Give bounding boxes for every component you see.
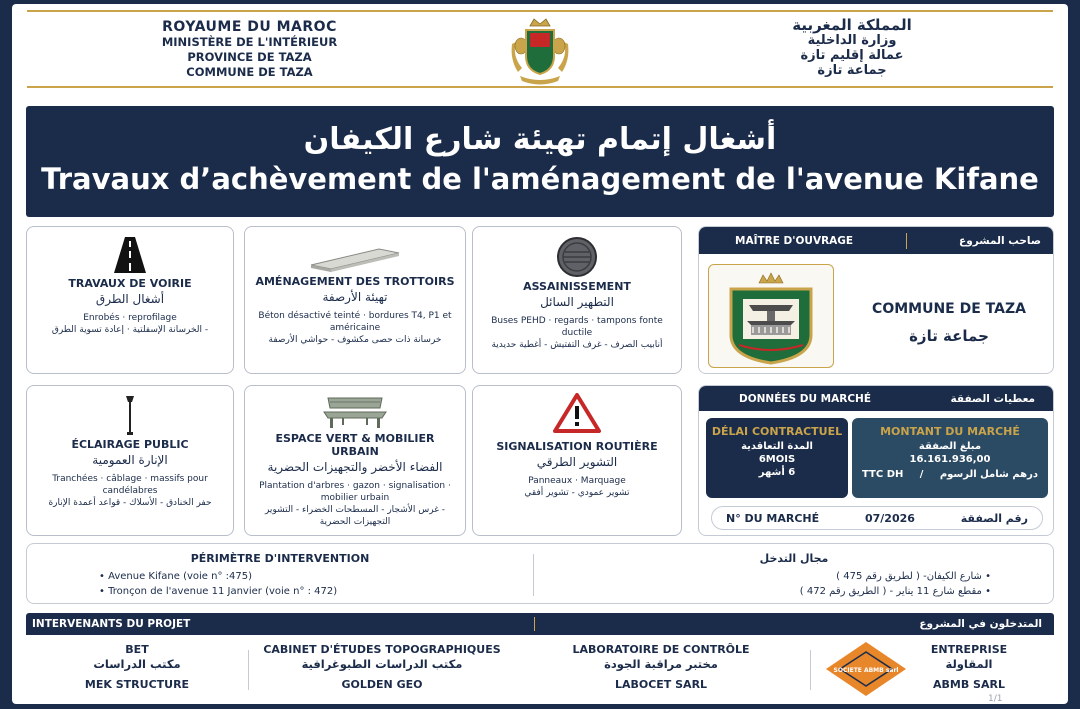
card-desc-ar: أنابيب الصرف - غرف التفتيش - أغطية حديدية bbox=[491, 340, 663, 350]
card-desc: Plantation d'arbres · gazon · signalisation · mobilier urbain bbox=[259, 481, 451, 503]
commune-name-ar: جماعة تازة bbox=[909, 327, 989, 345]
header-ar-line: عمالة إقليم تازة bbox=[800, 48, 904, 63]
header-bottom-rule bbox=[27, 86, 1053, 88]
card-desc: Tranchées · câblage · massifs pour candélabres bbox=[52, 474, 208, 496]
card-desc-ar: خرسانة ذات حصى مكشوف - حواشي الأرصفة bbox=[268, 335, 442, 345]
maitre-ouvrage-label: MAÎTRE D'OUVRAGE bbox=[735, 234, 854, 247]
perimetre-list-ar bbox=[800, 569, 991, 599]
intervenants-header bbox=[26, 613, 1054, 635]
montant-box bbox=[852, 418, 1048, 498]
card-eclairage bbox=[26, 385, 234, 536]
card-voirie bbox=[26, 226, 234, 374]
maitre-ouvrage-panel bbox=[698, 226, 1054, 374]
header-top-rule bbox=[27, 10, 1053, 12]
card-title-ar: الفضاء الأخضر والتجهيزات الحضرية bbox=[267, 460, 443, 474]
card-assainissement bbox=[472, 226, 682, 374]
donnees-marche-header bbox=[699, 386, 1053, 411]
montant-title-ar: مبلغ الصفقة bbox=[918, 441, 982, 452]
commune-logo-frame bbox=[708, 264, 834, 368]
card-desc: Buses PEHD · regards · tampons fonte ductile bbox=[491, 316, 663, 338]
card-title: ÉCLAIRAGE PUBLIC bbox=[71, 438, 189, 451]
intervenant-name: LABOCET SARL bbox=[614, 678, 708, 691]
intervenant-title-ar: المقاولة bbox=[945, 657, 993, 671]
intervenant-title-ar: مكتب الدراسات الطبوغرافية bbox=[301, 657, 463, 671]
abmb-logo-icon bbox=[824, 640, 908, 698]
card-title-ar: تهيئة الأرصفة bbox=[322, 290, 388, 304]
header-ar-line: جماعة تازة bbox=[817, 63, 887, 78]
perimetre-title: PÉRIMÈTRE D'INTERVENTION bbox=[190, 552, 370, 565]
intervenant-name: ABMB SARL bbox=[933, 678, 1005, 691]
intervenant-title: CABINET D'ÉTUDES TOPOGRAPHIQUES bbox=[263, 643, 501, 656]
card-trottoirs bbox=[244, 226, 466, 374]
manhole-icon bbox=[556, 236, 598, 278]
delai-box bbox=[706, 418, 848, 498]
montant-value: 16.161.936,00 bbox=[909, 454, 991, 465]
commune-taza-logo-icon bbox=[709, 265, 833, 367]
commune-name bbox=[849, 301, 1049, 345]
header-fr-line: PROVINCE DE TAZA bbox=[187, 50, 312, 64]
card-title: AMÉNAGEMENT DES TROTTOIRS bbox=[255, 275, 455, 288]
montant-title: MONTANT DU MARCHÉ bbox=[880, 425, 1020, 438]
title-french: Travaux d’achèvement de l'aménagement de l'avenue Kifane bbox=[41, 162, 1039, 196]
intervenant-title-ar: مختبر مراقبة الجودة bbox=[604, 657, 718, 671]
card-title-ar: الإنارة العمومية bbox=[92, 453, 168, 467]
page-indicator: 1/1 bbox=[988, 694, 1003, 704]
card-title-ar: التطهير السائل bbox=[540, 295, 614, 309]
numero-value: 07/2026 bbox=[864, 511, 915, 525]
header-fr-line: COMMUNE DE TAZA bbox=[186, 65, 313, 79]
montant-unit-ar: درهم شامل الرسوم bbox=[939, 469, 1038, 480]
numero-marche-pill bbox=[711, 506, 1043, 530]
delai-title-ar: المدة التعاقدية bbox=[741, 441, 813, 452]
intervenant-title: LABORATOIRE DE CONTRÔLE bbox=[572, 643, 750, 656]
intervenant-title: ENTREPRISE bbox=[930, 643, 1008, 656]
column-divider bbox=[248, 650, 249, 690]
card-espace-vert bbox=[244, 385, 466, 536]
intervenant-bet bbox=[26, 642, 248, 692]
perimetre-item: • Tronçon de l'avenue 11 Janvier (voie n° : 472) bbox=[99, 586, 338, 597]
card-signalisation bbox=[472, 385, 682, 536]
intervenant-name: GOLDEN GEO bbox=[341, 678, 423, 691]
donnees-marche-label-ar: معطيات الصفقة bbox=[950, 392, 1035, 405]
delai-value: 6MOIS bbox=[758, 454, 796, 465]
delai-title: DÉLAI CONTRACTUEL bbox=[711, 425, 843, 438]
delai-value-ar: 6 أشهر bbox=[758, 467, 796, 478]
card-title: SIGNALISATION ROUTIÈRE bbox=[496, 440, 658, 453]
card-desc-ar: - غرس الأشجار - المسطحات الخضراء - التشوير التجهيزات الحضرية bbox=[264, 505, 446, 527]
perimetre-list-fr bbox=[99, 569, 337, 599]
donnees-marche-panel bbox=[698, 385, 1054, 536]
intervenant-title: BET bbox=[125, 643, 149, 656]
card-desc-ar: حفر الخنادق - الأسلاك - قواعد أعمدة الإنارة bbox=[48, 498, 212, 508]
card-desc-ar: - الخرسانة الإسفلتية · إعادة تسوية الطرق bbox=[51, 325, 209, 335]
numero-label: N° DU MARCHÉ bbox=[726, 511, 820, 525]
montant-unit-row bbox=[852, 468, 1048, 481]
intervenants-label: INTERVENANTS DU PROJET bbox=[32, 618, 191, 630]
numero-label-ar: رقم الصفقة bbox=[960, 511, 1028, 525]
card-desc: Béton désactivé teinté · bordures T4, P1 et américaine bbox=[258, 311, 452, 333]
card-desc-ar: تشوير عمودي - تشوير أفقي bbox=[524, 488, 630, 498]
perimetre-item-ar: • شارع الكيفان- ( لطريق رقم 475 ) bbox=[836, 571, 991, 582]
streetlight-icon bbox=[120, 392, 140, 436]
moroccan-coat-of-arms-icon bbox=[508, 16, 572, 86]
intervenant-labo bbox=[548, 642, 774, 692]
perimetre-title-ar: مجال التدخل bbox=[759, 552, 829, 565]
title-banner bbox=[26, 106, 1054, 217]
perimetre-panel bbox=[26, 543, 1054, 604]
card-desc: Panneaux · Marquage bbox=[528, 476, 626, 486]
donnees-marche-label: DONNÉES DU MARCHÉ bbox=[739, 392, 872, 405]
card-desc: Enrobés · reprofilage bbox=[83, 313, 177, 323]
maitre-ouvrage-header bbox=[699, 227, 1053, 254]
montant-unit-slash: / bbox=[919, 469, 924, 480]
card-title: ESPACE VERT & MOBILIER URBAIN bbox=[275, 432, 435, 458]
signboard bbox=[12, 4, 1068, 704]
header-ar-line: وزارة الداخلية bbox=[807, 33, 897, 48]
perimetre-item: • Avenue Kifane (voie n° :475) bbox=[99, 571, 252, 582]
warning-sign-icon bbox=[553, 392, 601, 434]
column-divider bbox=[810, 650, 811, 690]
road-icon bbox=[110, 235, 150, 275]
header-fr-line: ROYAUME DU MAROC bbox=[162, 19, 337, 35]
bench-icon bbox=[320, 394, 390, 430]
curb-icon bbox=[309, 243, 401, 273]
intervenant-entreprise bbox=[900, 642, 1038, 692]
perimetre-item-ar: • مقطع شارع 11 يناير - ( الطريق رقم 472 ) bbox=[799, 586, 991, 597]
intervenant-name: MEK STRUCTURE bbox=[84, 678, 190, 691]
card-title-ar: أشغال الطرق bbox=[95, 292, 165, 306]
intervenants-label-ar: المتدخلون في المشروع bbox=[919, 618, 1042, 630]
intervenant-title-ar: مكتب الدراسات bbox=[93, 657, 181, 671]
maitre-ouvrage-label-ar: صاحب المشروع bbox=[959, 234, 1041, 247]
abmb-logo-text: SOCIETE ABMB sarl bbox=[833, 667, 899, 674]
card-title: ASSAINISSEMENT bbox=[523, 280, 631, 293]
card-title-ar: التشوير الطرقي bbox=[536, 455, 618, 469]
header-arabic-block bbox=[752, 18, 952, 78]
header-ar-line: المملكة المغربية bbox=[792, 16, 912, 34]
header-french-block bbox=[132, 20, 367, 80]
intervenant-topo bbox=[256, 642, 508, 692]
header-separator bbox=[534, 617, 535, 631]
title-arabic: أشغال إتمام تهيئة شارع الكيفان bbox=[303, 122, 777, 157]
card-title: TRAVAUX DE VOIRIE bbox=[68, 277, 192, 290]
header-separator bbox=[906, 233, 907, 249]
montant-unit-fr: TTC DH bbox=[862, 469, 904, 480]
header-fr-line: MINISTÈRE DE L'INTÉRIEUR bbox=[161, 35, 338, 49]
commune-name-fr: COMMUNE DE TAZA bbox=[872, 301, 1026, 317]
